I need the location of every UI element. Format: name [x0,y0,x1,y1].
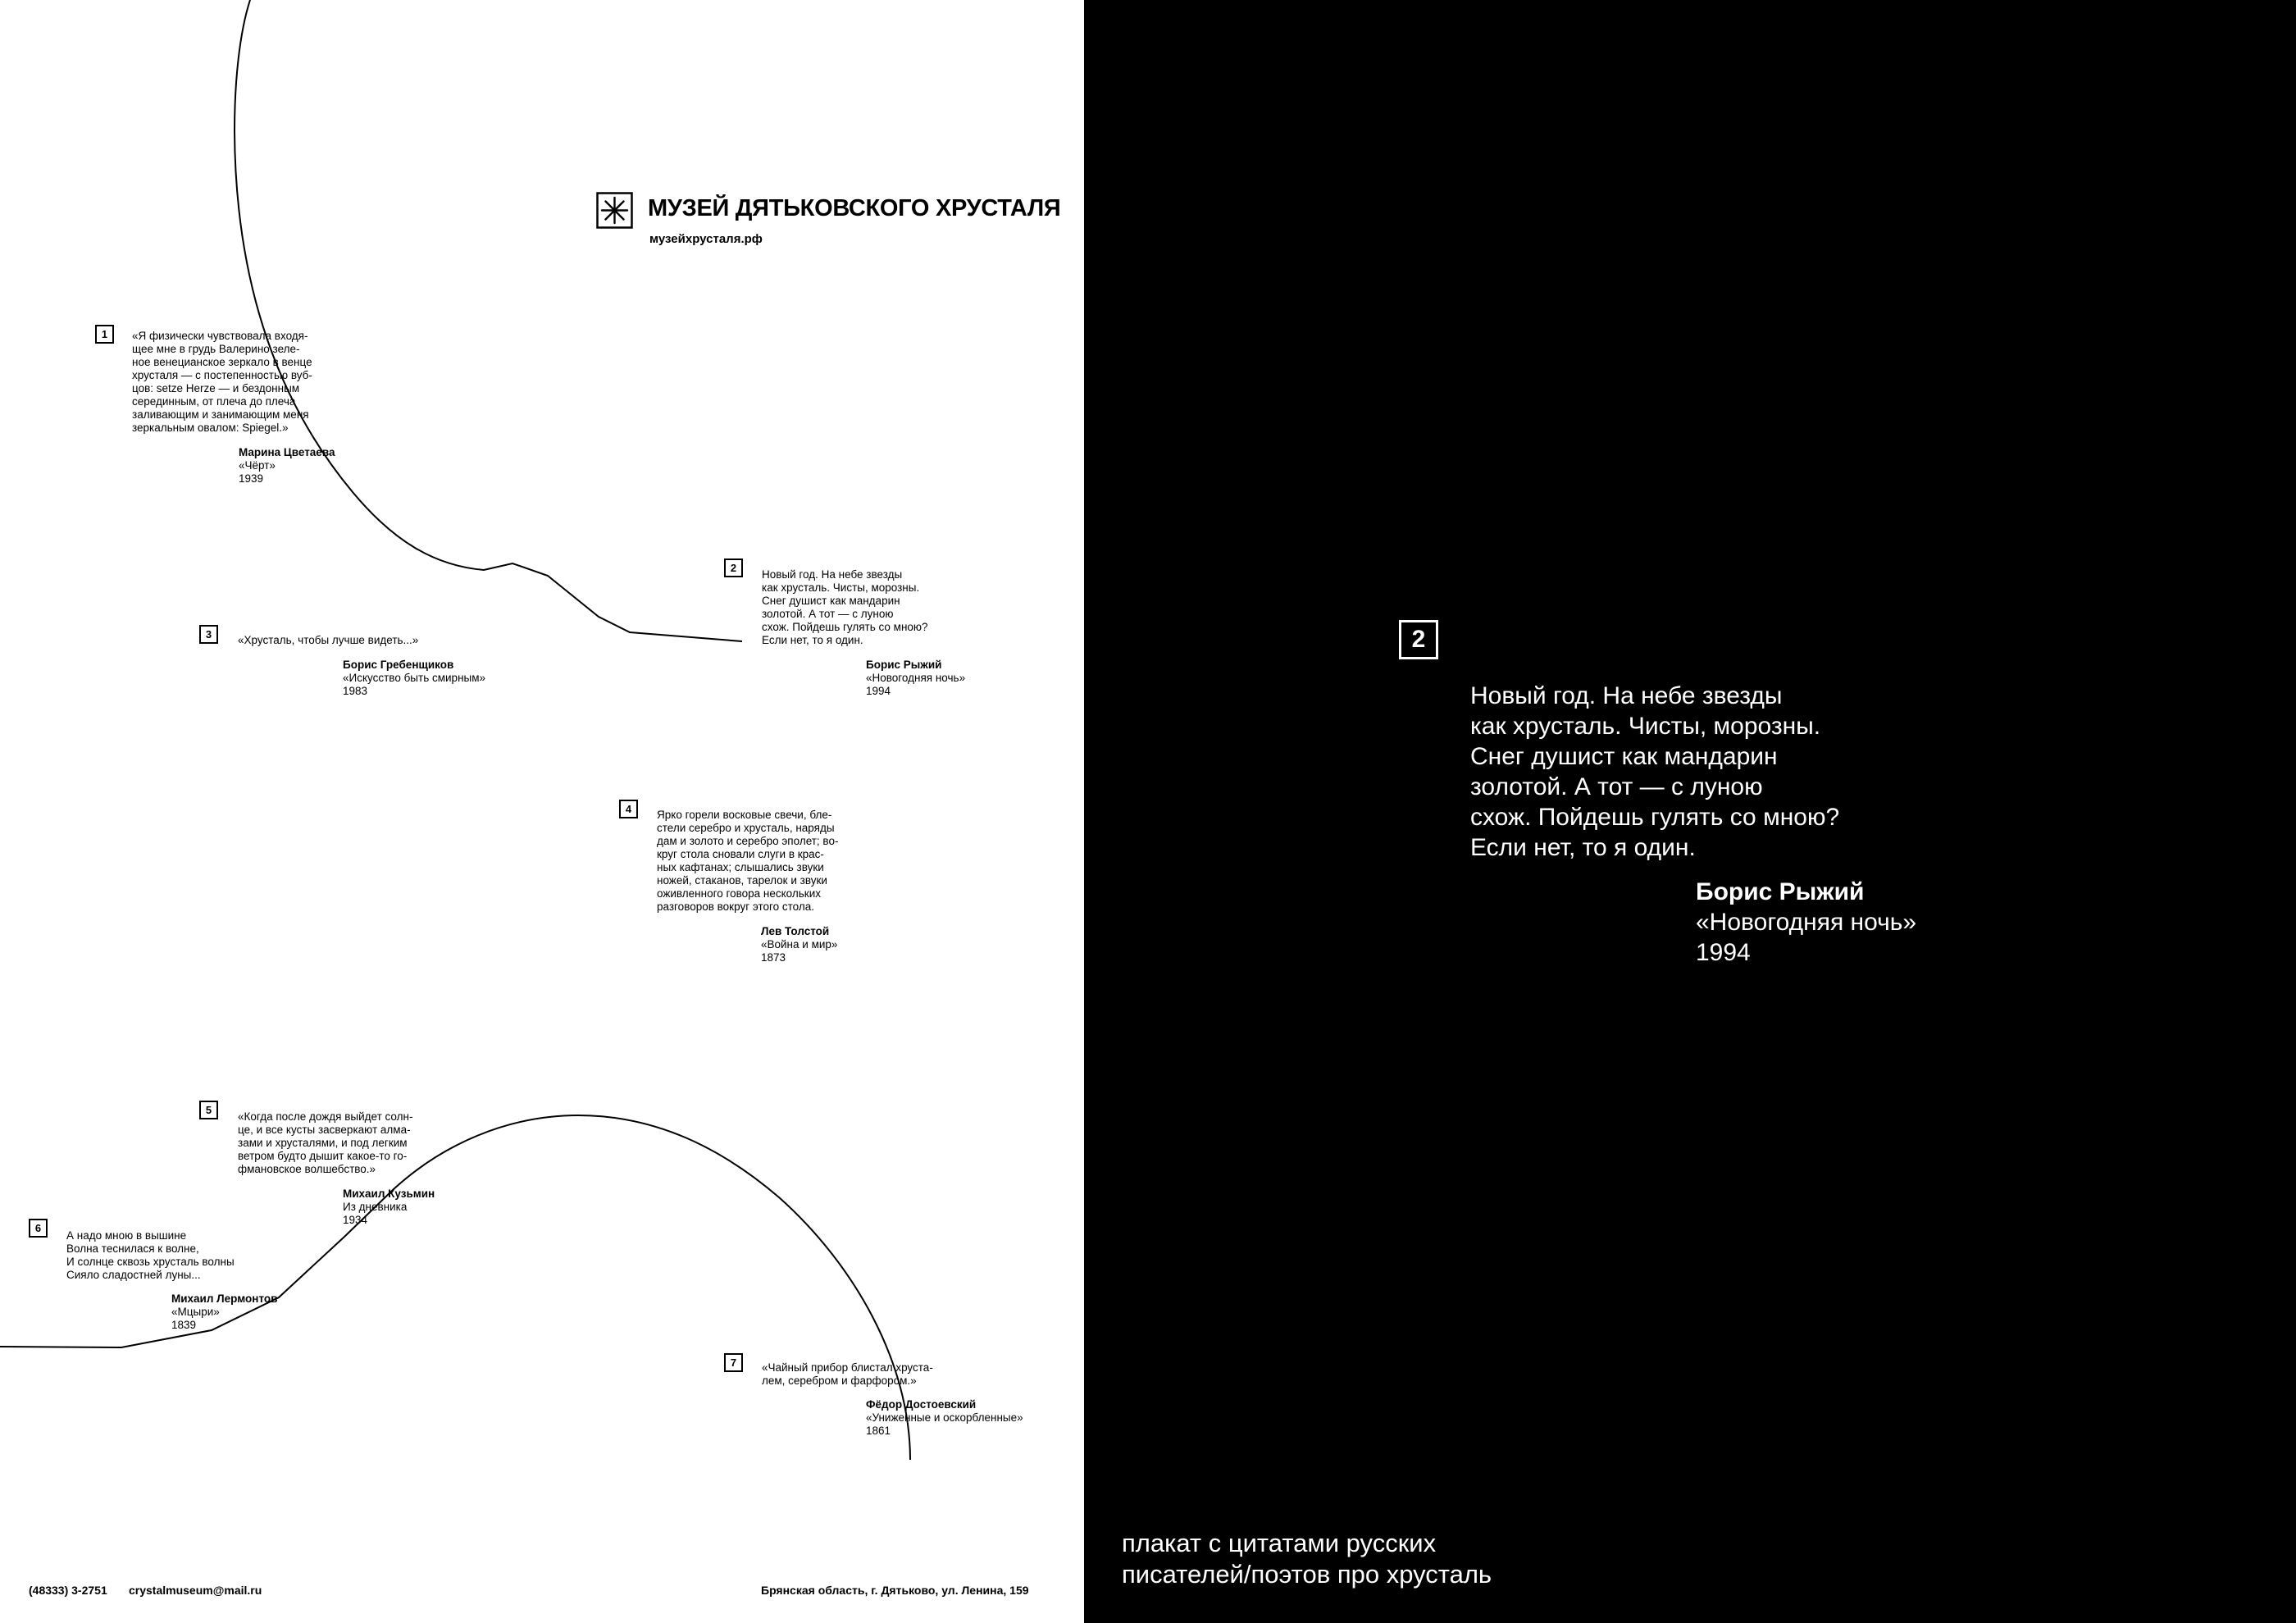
detail-panel [1084,0,2296,1623]
quote-number: 6 [29,1219,48,1238]
footer-phone[interactable]: (48333) 3-2751 [29,1584,107,1597]
museum-title: МУЗЕЙ ДЯТЬКОВСКОГО ХРУСТАЛЯ [648,195,1061,221]
quote-text: Новый год. На небе звезды как хрусталь. Чисты, морозны. Снег душист как мандарин золотой. А тот — с луною схож. Пойдешь гулять со мною? Если нет, то я один. [762,568,928,646]
quote-author: Фёдор Достоевский «Униженные и оскорбленные» 1861 [866,1398,1023,1437]
quote-number: 7 [724,1353,743,1372]
bottom-hill-curve [0,1115,910,1460]
quote-author: Лев Толстой «Война и мир» 1873 [761,925,838,964]
detail-quote-number: 2 [1399,620,1438,659]
quote-author: Михаил Кузьмин Из дневника 1934 [343,1188,435,1226]
quote-author: Марина Цветаева «Чёрт» 1939 [239,446,335,485]
quote-number: 1 [95,325,114,344]
quote-text: «Чайный прибор блистал хруста- лем, серебром и фарфором.» [762,1361,933,1387]
poster [0,0,1084,1623]
crystal-star-icon [596,192,633,229]
quote-author: Борис Рыжий «Новогодняя ночь» 1994 [866,659,966,697]
museum-url[interactable]: музейхрусталя.рф [649,232,763,246]
footer-address: Брянская область, г. Дятьково, ул. Ленина, 159 [761,1584,1029,1597]
footer-email[interactable]: crystalmuseum@mail.ru [129,1584,262,1597]
quote-text: А надо мною в вышине Волна теснилася к волне, И солнце сквозь хрусталь волны Сияло сладостней луны... [66,1229,235,1281]
quote-number: 3 [199,625,218,644]
quote-author: Борис Гребенщиков «Искусство быть смирным» 1983 [343,659,486,697]
quote-text: «Когда после дождя выйдет солн- це, и все кусты засверкают алма- зами и хрусталями, и под легким ветром будто дышит какое-то го- фмановское волшебство.» [238,1110,413,1175]
poster-caption: плакат с цитатами русских писателей/поэтов про хрусталь [1122,1529,1492,1589]
quote-text: «Я физически чувствовала входя- щее мне в грудь Валерино зеле- ное венецианское зеркало в венце хрусталя — с постепенностью вуб- цов: setze Herze — и бездонным серединным, от плеча до плеча заливающим и занимающим меня зеркальным овалом: Spiegel.» [132,330,312,434]
quote-text: «Хрусталь, чтобы лучше видеть...» [238,634,419,646]
quote-number: 2 [724,558,743,577]
detail-quote-text: Новый год. На небе звезды как хрусталь. Чисты, морозны. Снег душист как мандарин золотой. А тот — с луною схож. Пойдешь гулять со мною? Если нет, то я один. [1470,682,1840,861]
quote-author: Михаил Лермонтов «Мцыри» 1839 [171,1292,278,1331]
detail-quote-author: Борис Рыжий «Новогодняя ночь» 1994 [1696,878,1917,966]
top-arc-curve [235,0,742,641]
quote-text: Ярко горели восковые свечи, бле- стели серебро и хрусталь, наряды дам и золото и серебро эполет; во- круг стола сновали слуги в крас- ных кафтанах; слышались звуки ножей, стаканов, тарелок и звуки оживленного говора нескольких разговоров вокруг этого стола. [657,809,839,913]
quote-number: 4 [619,800,638,818]
quote-number: 5 [199,1101,218,1119]
